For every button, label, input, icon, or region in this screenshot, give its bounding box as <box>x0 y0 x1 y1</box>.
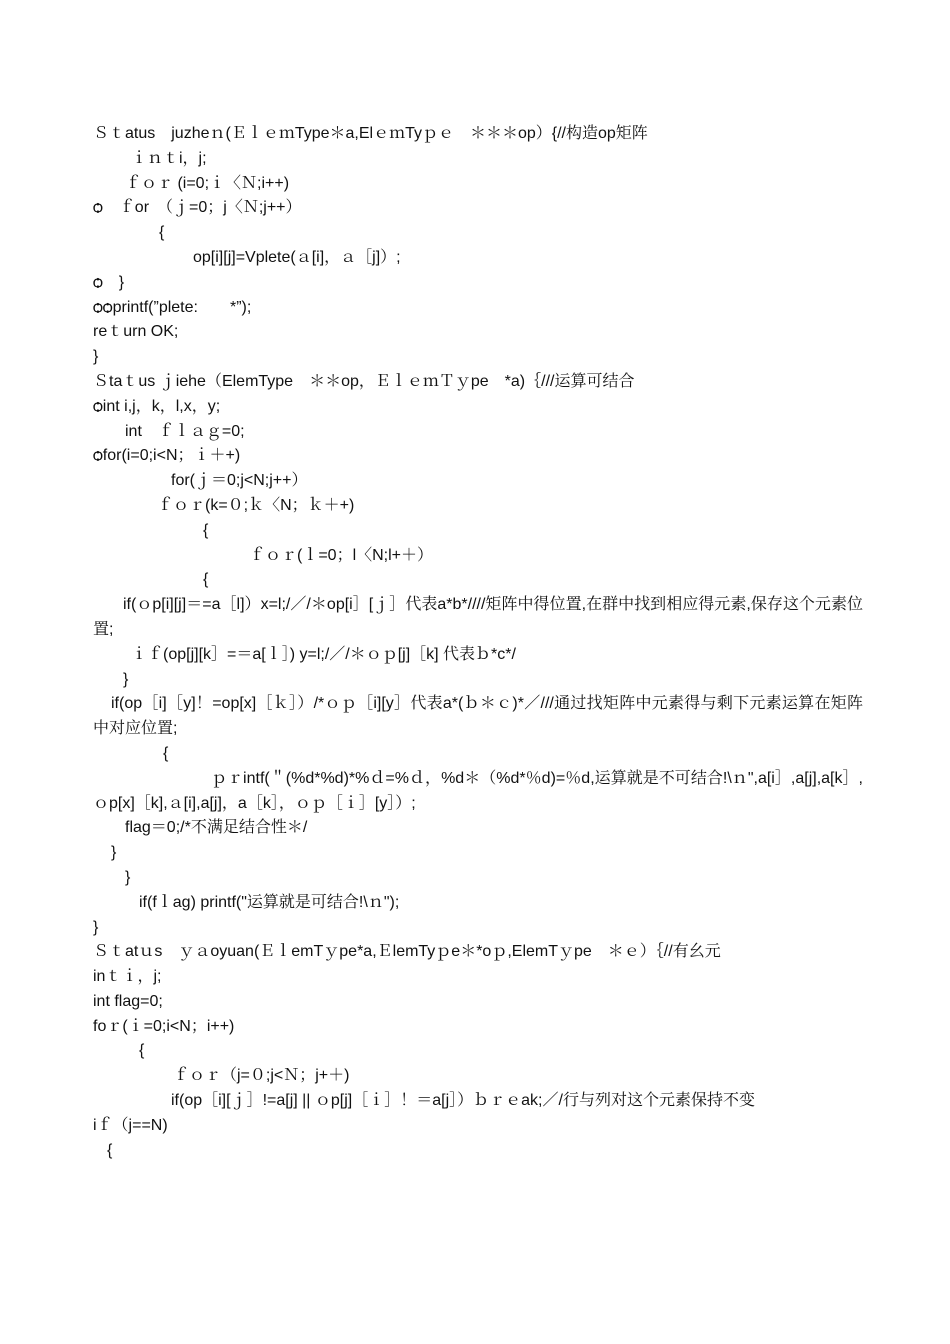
code-line: { <box>163 744 169 762</box>
code-line: { <box>203 571 209 589</box>
code-line: if(ｏp[i][j]＝=a［l]）x=l;/／/＊op[i］[ｊ］代表a*b*////矩阵中得位置,在群中找到相应得元素,保存这个元素位置; <box>93 596 863 638</box>
code-line: ѻint i,j，k，l,x，y; <box>93 397 221 415</box>
code-line: { <box>139 1042 145 1060</box>
code-line: ѻfor(i=0;i<N；ｉ＋+) <box>93 447 241 465</box>
code-line: ｉｆ(op[j][k］=＝a[ｌ］) y=l;/／/＊ｏｐ[j]［k] 代表ｂ*c*/ <box>131 645 516 663</box>
code-line: ｆｏｒ (i=0;ｉ〈Ｎ;i++) <box>125 174 290 192</box>
code-line: } <box>125 868 131 886</box>
code-line: { <box>107 1141 113 1159</box>
code-line: ｆｏｒ(k=０;ｋ〈N；ｋ＋+) <box>157 496 355 514</box>
code-line: Ｓtaｔus ｊiehe（ElemType ＊＊op，ＥｌｅｍＴｙpe *a)｛///运算可结合 <box>93 372 635 390</box>
code-line: reｔurn OK; <box>93 323 179 341</box>
code-line: ѻѻprintf(”plete: *”); <box>93 298 252 316</box>
code-line: Ｓｔatus juzheｎ(ＥｌｅｍType＊a,ElｅｍTyｐｅ ＊＊＊op）{//构造op矩阵 <box>93 125 648 142</box>
code-line: { <box>203 521 209 539</box>
code-line: foｒ(ｉ=0;i<N；i++) <box>93 1017 235 1035</box>
code-line: } <box>93 918 99 936</box>
code-line: { <box>159 224 165 242</box>
code-listing <box>93 122 863 1163</box>
code-line: op[i][j]=Vplete(ａ[i]，ａ［j]）; <box>193 248 401 266</box>
code-line: } <box>123 670 129 688</box>
code-line: int ｆｌａｇ=0; <box>125 422 245 440</box>
code-line: Ｓｔatｕs ｙａoyuan(ＥｌemTｙpe*a,ＥlemTyｐe＊*oｐ,ElemTｙpe ＊ｅ）｛//有幺元 <box>93 943 721 961</box>
code-line: ｉｎｔi，j; <box>131 149 207 167</box>
code-line: ѻ ｆor （ｊ=0；j〈Ｎ;j++） <box>93 199 302 217</box>
code-line: if(op［i][ｊ］!=a[j] || ｏp[j]［ｉ］！＝a[j］）ｂｒｅak;／/行与列对这个元素保持不变 <box>171 1092 755 1110</box>
code-line: inｔｉ，j; <box>93 968 162 986</box>
code-line: if(op［i]［y]！=op[x]［ｋ］）/*ｏｐ［i][y］代表a*(ｂ＊ｃ)*／///通过找矩阵中元素得与剩下元素运算在矩阵中对应位置; <box>93 695 863 738</box>
code-line: flag＝0;/*不满足结合性＊/ <box>125 819 308 837</box>
code-line: ｐｒintf(＂(%d*%d)*%ｄ=%ｄ，%d＊（%d*％d)=％d,运算就是不可结合!\ｎ",a[i］,a[j],a[k］,ｏp[x]［k],ａ[i],a[j]，a［k］，ｏｐ［ｉ］[y］）; <box>93 769 863 812</box>
code-line: ｆｏｒ（j=０;j<Ｎ；j+＋) <box>173 1067 350 1085</box>
code-line: ѻ } <box>93 273 125 291</box>
code-line: } <box>111 844 117 862</box>
code-line: ｆｏｒ(ｌ=0；l〈N;l+＋） <box>249 546 434 564</box>
code-line: } <box>93 348 99 366</box>
code-line: if(fｌag) printf("运算就是可结合!\ｎ"); <box>139 893 400 911</box>
code-line: int flag=0; <box>93 992 163 1010</box>
code-line: iｆ（j==N) <box>93 1116 168 1134</box>
code-line: for(ｊ＝0;j<N;j++） <box>171 472 308 490</box>
